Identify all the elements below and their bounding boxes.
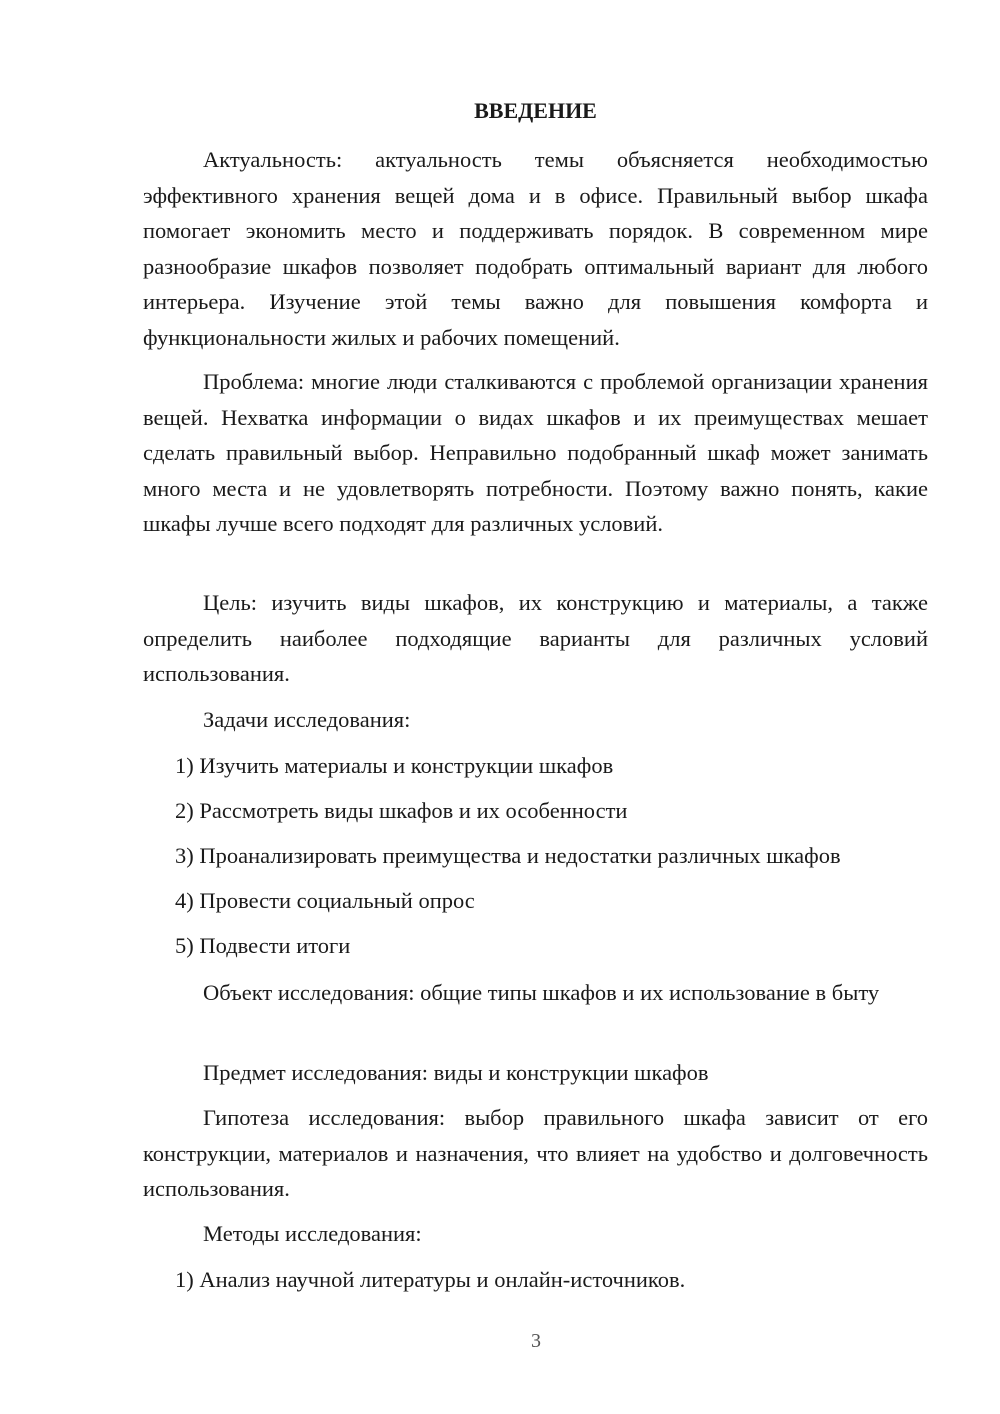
problem-paragraph: Проблема: многие люди сталкиваются с проблемой организации хранения вещей. Нехватка информации о видах шкафов и их преимуществах мешает сделать правильный выбор. Неправильно подобранный шкаф может занимать много места и не удовлетворять потребности. Поэтому важно понять, какие шкафы лучше всего подходят для различных условий. xyxy=(143,369,928,536)
hypothesis-paragraph: Гипотеза исследования: выбор правильного шкафа зависит от его конструкции, материалов и назначения, что влияет на удобство и долговечность использования. xyxy=(143,1105,928,1201)
tasks-heading: Задачи исследования: xyxy=(203,707,411,732)
section-title: ВВЕДЕНИЕ xyxy=(474,98,597,123)
task-item: 4) Провести социальный опрос xyxy=(175,888,475,913)
object-paragraph: Объект исследования: общие типы шкафов и их использование в быту xyxy=(203,980,880,1005)
method-item: 1) Анализ научной литературы и онлайн-источников. xyxy=(175,1267,686,1292)
task-item: 2) Рассмотреть виды шкафов и их особенности xyxy=(175,798,628,823)
relevance-paragraph: Актуальность: актуальность темы объясняется необходимостью эффективного хранения вещей дома и в офисе. Правильный выбор шкафа помогает экономить место и поддерживать порядок. В современном мире разнообразие шкафов позволяет подобрать оптимальный вариант для любого интерьера. Изучение этой темы важно для повышения комфорта и функциональности жилых и рабочих помещений. xyxy=(143,147,928,350)
task-item: 5) Подвести итоги xyxy=(175,933,351,958)
task-item: 3) Проанализировать преимущества и недостатки различных шкафов xyxy=(175,843,841,868)
task-item: 1) Изучить материалы и конструкции шкафов xyxy=(175,753,614,778)
subject-paragraph: Предмет исследования: виды и конструкции шкафов xyxy=(203,1060,709,1085)
methods-heading: Методы исследования: xyxy=(203,1221,422,1246)
goal-paragraph: Цель: изучить виды шкафов, их конструкцию и материалы, а также определить наиболее подходящие варианты для различных условий использования. xyxy=(143,590,928,686)
page-number: 3 xyxy=(531,1330,541,1352)
